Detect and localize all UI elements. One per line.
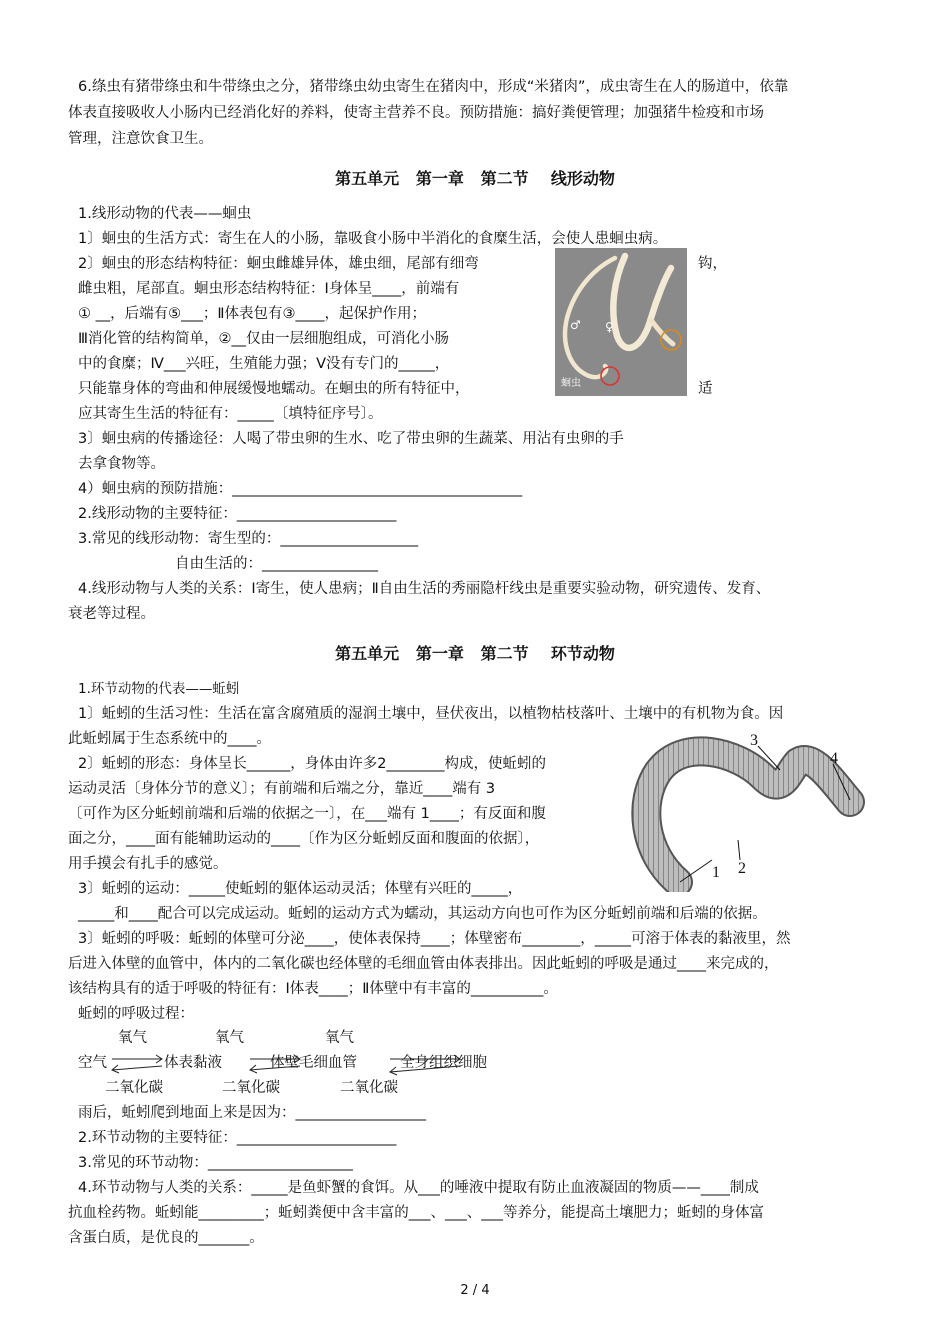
s2-line: 3〕蚯蚓的运动：_____使蚯蚓的躯体运动灵活；体壁有兴旺的_____， bbox=[78, 881, 523, 897]
s1-line: 2.线形动物的主要特征：______________________ bbox=[78, 506, 397, 522]
respiration-arrows-icon bbox=[100, 1050, 480, 1076]
s1-line: 4）蛔虫病的预防措施：________________________________________ bbox=[78, 481, 523, 497]
s2-line: 含蛋白质，是优良的_______。 bbox=[68, 1230, 264, 1246]
female-symbol: ♀ bbox=[605, 320, 614, 334]
s1-wrap-word: 钩， bbox=[698, 256, 727, 272]
s1-line: 2〕蛔虫的形态结构特征：蛔虫雌雄异体，雄虫细，尾部有细弯 bbox=[78, 256, 479, 272]
s1-line: 雌虫粗，尾部直。蛔虫形态结构特征：Ⅰ身体呈____，前端有 bbox=[78, 281, 460, 297]
s1-line: 3.常见的线形动物：寄生型的：___________________ bbox=[78, 531, 419, 547]
fig-label-4: 4 bbox=[830, 750, 838, 767]
s1-line: 衰老等过程。 bbox=[68, 606, 155, 622]
earthworm-figure bbox=[628, 732, 868, 892]
s2-line: 〔可作为区分蚯蚓前端和后端的依据之一〕，在___端有 1____；有反面和腹 bbox=[68, 806, 546, 822]
s1-line: 去拿食物等。 bbox=[78, 456, 165, 472]
s2-line: 蚯蚓的呼吸过程： bbox=[78, 1006, 194, 1022]
s1-line: 4.线形动物与人类的关系：Ⅰ寄生，使人患病；Ⅱ自由生活的秀丽隐杆线虫是重要实验动物，研究遗传、发育、 bbox=[78, 581, 771, 597]
s1-line: 中的食糜；Ⅳ___兴旺，生殖能力强；Ⅴ没有专门的_____， bbox=[78, 356, 450, 372]
para-6-line-2: 体表直接吸收人小肠内已经消化好的养料，使寄主营养不良。预防措施：搞好粪便管理；加强猪牛检疫和市场 bbox=[68, 105, 764, 121]
fig-label-3: 3 bbox=[750, 732, 758, 749]
s1-line: 自由生活的：________________ bbox=[175, 556, 378, 572]
s1-line: 只能靠身体的弯曲和伸展缓慢地蠕动。在蛔虫的所有特征中， bbox=[78, 381, 470, 397]
s1-line: 1.线形动物的代表——蛔虫 bbox=[78, 206, 252, 222]
co2-label: 二氧化碳 bbox=[105, 1080, 163, 1096]
s1-line: Ⅲ消化管的结构简单，②__仅由一层细胞组成，可消化小肠 bbox=[78, 331, 449, 347]
s2-line: 1〕蚯蚓的生活习性：生活在富含腐殖质的湿润土壤中，昼伏夜出，以植物枯枝落叶、土壤中的有机物为食。因 bbox=[78, 706, 784, 722]
figure-label: 蛔虫 bbox=[561, 378, 581, 389]
fig-label-1: 1 bbox=[712, 864, 720, 881]
s2-line: 此蚯蚓属于生态系统中的____。 bbox=[68, 731, 271, 747]
s2-line: 用手摸会有扎手的感觉。 bbox=[68, 856, 228, 872]
male-symbol: ♂ bbox=[570, 318, 581, 332]
s1-line: 应其寄生生活的特征有：_____〔填特征序号〕。 bbox=[78, 406, 383, 422]
roundworm-figure bbox=[555, 248, 687, 396]
section-heading-nematodes: 第五单元 第一章 第二节 线形动物 bbox=[335, 169, 615, 188]
s2-line: 2.环节动物的主要特征：______________________ bbox=[78, 1130, 397, 1146]
resp-step-air: 空气 bbox=[78, 1055, 107, 1071]
section-heading-annelids: 第五单元 第一章 第二节 环节动物 bbox=[335, 644, 615, 663]
s1-line: 3〕蛔虫病的传播途径：人喝了带虫卵的生水、吃了带虫卵的生蔬菜、用沾有虫卵的手 bbox=[78, 431, 624, 447]
s2-line: 1.环节动物的代表——蚯蚓 bbox=[78, 681, 240, 697]
s1-line: ① __，后端有⑤___；Ⅱ体表包有③____，起保护作用； bbox=[78, 306, 426, 322]
page-number: 2 / 4 bbox=[460, 1283, 490, 1298]
s2-line: 4.环节动物与人类的关系：_____是鱼虾蟹的食饵。从___的唾液中提取有防止血液凝固的物质——____制成 bbox=[78, 1180, 759, 1196]
o2-label: 氧气 bbox=[118, 1030, 147, 1046]
resp-step-mucus: 体表黏液 bbox=[164, 1055, 222, 1071]
s2-line: 3〕蚯蚓的呼吸：蚯蚓的体壁可分泌____，使体表保持____；体壁密布________，_____可溶于体表的黏液里，然 bbox=[78, 931, 791, 947]
s2-line: _____和____配合可以完成运动。蚯蚓的运动方式为蠕动，其运动方向也可作为区分蚯蚓前端和后端的依据。 bbox=[78, 906, 767, 922]
fig-label-2: 2 bbox=[738, 860, 746, 877]
s2-line: 2〕蚯蚓的形态：身体呈长______，身体由许多2________构成，使蚯蚓的 bbox=[78, 756, 546, 772]
s1-wrap-word: 适 bbox=[698, 381, 713, 397]
o2-label: 氧气 bbox=[325, 1030, 354, 1046]
para-6-line-1: 6.绦虫有猪带绦虫和牛带绦虫之分，猪带绦虫幼虫寄生在猪肉中，形成“米猪肉”，成虫寄生在人的肠道中，依靠 bbox=[78, 79, 789, 95]
co2-label: 二氧化碳 bbox=[340, 1080, 398, 1096]
s2-line: 后进入体壁的血管中，体内的二氧化碳也经体壁的毛细血管由体表排出。因此蚯蚓的呼吸是通过____来完成的， bbox=[68, 956, 779, 972]
resp-step-capillary: 体壁毛细血管 bbox=[270, 1055, 357, 1071]
s2-line: 雨后，蚯蚓爬到地面上来是因为：__________________ bbox=[78, 1105, 426, 1121]
s2-line: 3.常见的环节动物：____________________ bbox=[78, 1155, 353, 1171]
s1-line: 1〕蛔虫的生活方式：寄生在人的小肠，靠吸食小肠中半消化的食糜生活，会使人患蛔虫病。 bbox=[78, 231, 668, 247]
s2-line: 面之分，____面有能辅助运动的____〔作为区分蚯蚓反面和腹面的依据〕， bbox=[68, 831, 540, 847]
s2-line: 该结构具有的适于呼吸的特征有：Ⅰ体表____；Ⅱ体壁中有丰富的__________。 bbox=[68, 981, 558, 997]
co2-label: 二氧化碳 bbox=[222, 1080, 280, 1096]
para-6-line-3: 管理，注意饮食卫生。 bbox=[68, 131, 213, 147]
o2-label: 氧气 bbox=[215, 1030, 244, 1046]
s2-line: 运动灵活〔身体分节的意义〕；有前端和后端之分，靠近____端有 3 bbox=[68, 781, 496, 797]
s2-line: 抗血栓药物。蚯蚓能_________；蚯蚓粪便中含丰富的___、___、___等养分，能提高土壤肥力；蚯蚓的身体富 bbox=[68, 1205, 764, 1221]
resp-step-cells: 全身组织细胞 bbox=[400, 1055, 487, 1071]
